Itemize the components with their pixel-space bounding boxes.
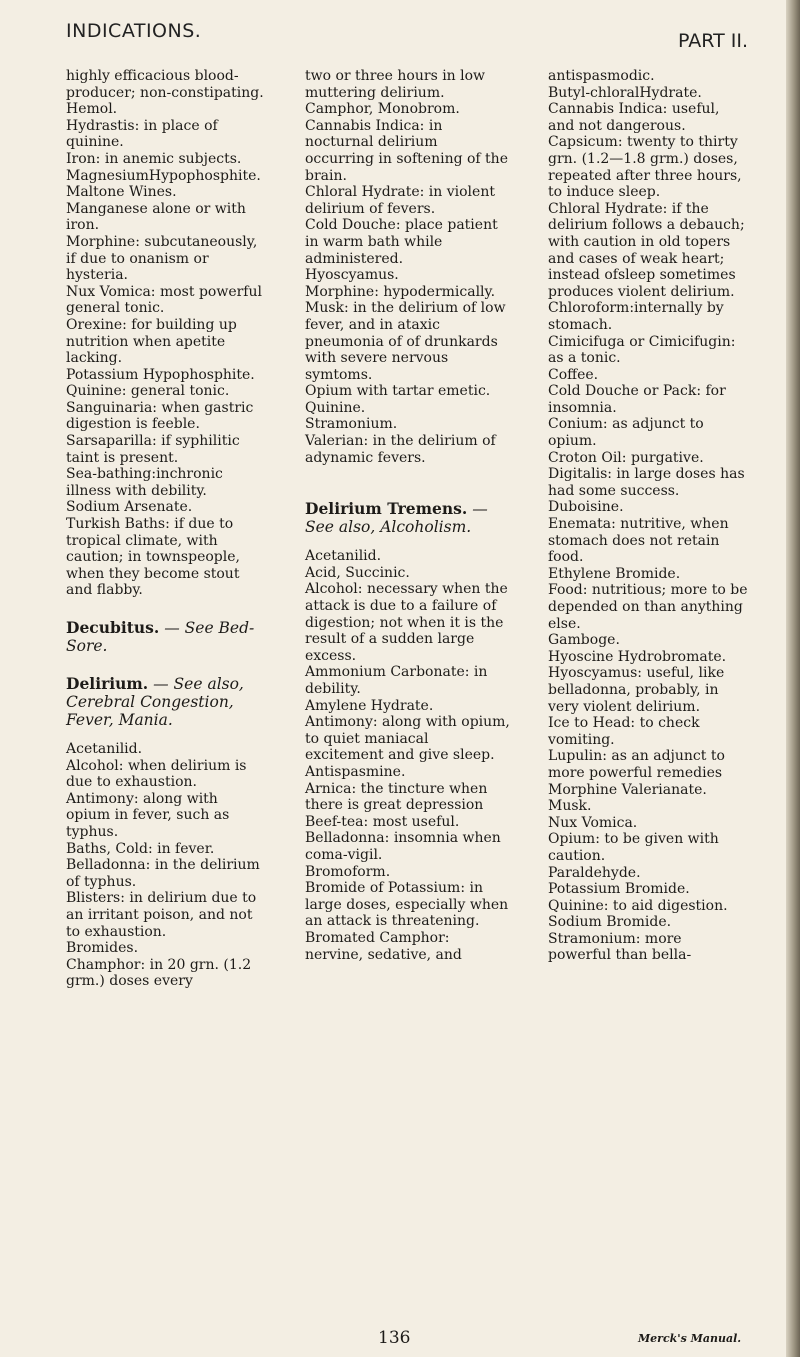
running-head-left: INDICATIONS. xyxy=(66,20,202,42)
index-entry: two or three hours in low muttering delirium. xyxy=(305,68,486,101)
index-entry: Quinine. xyxy=(305,399,366,416)
index-entry: Manganese alone or with iron. xyxy=(66,200,246,234)
index-entry: Digitalis: in large doses has had some success. xyxy=(548,466,745,499)
index-entry: Hemol. xyxy=(66,101,118,118)
heading-see-also: — See also, Alcoholism. xyxy=(305,500,488,537)
index-entry: Nux Vomica. xyxy=(548,814,638,831)
footer-credit: Merck's Manual. xyxy=(638,1332,742,1345)
index-entry: Croton Oil: purgative. xyxy=(548,449,704,466)
index-entry: Opium: to be given with caution. xyxy=(548,831,719,864)
index-entry: Turkish Baths: if due to tropical climate, with caution; in townspeople, when they become stout and flabby. xyxy=(66,516,240,599)
index-entry: Sodium Bromide. xyxy=(548,914,672,931)
column-3 xyxy=(548,68,748,964)
index-entry: Beef-tea: most useful. xyxy=(305,813,460,830)
index-entry: Camphor, Monobrom. xyxy=(305,101,460,118)
index-entry: Belladonna: insomnia when coma-vigil. xyxy=(305,830,501,863)
index-entry: Opium with tartar emetic. xyxy=(305,383,491,400)
index-entry: Arnica: the tincture when there is great depression xyxy=(305,780,488,814)
column-1 xyxy=(66,68,266,990)
col1-entries-b xyxy=(66,741,266,990)
index-entry: Chloroform:internally by stomach. xyxy=(548,300,724,333)
heading-delirium-tremens xyxy=(305,500,510,536)
index-entry: highly efficacious blood-producer; non-constipating. xyxy=(66,68,264,101)
index-entry: Nux Vomica: most powerful general tonic. xyxy=(66,283,262,317)
index-entry: Morphine: hypodermically. xyxy=(305,283,496,300)
index-entry: Conium: as adjunct to opium. xyxy=(548,416,704,450)
index-entry: Ice to Head: to check vomiting. xyxy=(548,715,700,748)
index-entry: Amylene Hydrate. xyxy=(305,697,434,714)
index-entry: Food: nutritious; more to be depended on than anything else. xyxy=(548,582,748,632)
index-entry: Acid, Succinic. xyxy=(305,564,410,581)
index-entry: Antimony: along with opium, to quiet maniacal excitement and give sleep. xyxy=(305,714,510,764)
index-entry: Hyoscyamus. xyxy=(305,267,399,284)
index-entry: Lupulin: as an adjunct to more powerful remedies xyxy=(548,748,725,781)
heading-see-also: — See Bed-Sore. xyxy=(66,619,255,655)
index-entry: Bromide of Potassium: in large doses, especially when an attack is threatening. xyxy=(305,880,509,930)
page-number: 136 xyxy=(378,1328,411,1348)
column-2 xyxy=(305,68,510,963)
index-entry: Capsicum: twenty to thirty grn. (1.2—1.8 grm.) doses, repeated after three hours, to induce sleep. xyxy=(548,134,742,201)
index-entry: Cannabis Indica: useful, and not dangerous. xyxy=(548,101,720,134)
index-entry: Acetanilid. xyxy=(305,548,382,565)
col3-entries xyxy=(548,68,748,964)
index-entry: MagnesiumHypophosphite. xyxy=(66,167,261,184)
index-entry: Antimony: along with opium in fever, such as typhus. xyxy=(66,790,230,840)
index-entry: Morphine: subcutaneously, if due to onanism or hysteria. xyxy=(66,233,258,284)
heading-delirium xyxy=(66,675,266,729)
heading-title: Delirium. xyxy=(66,674,149,693)
index-entry: Quinine: general tonic. xyxy=(66,383,230,400)
heading-see-also: — See also, Cerebral Congestion, Fever, Mania. xyxy=(66,675,244,729)
index-entry: Stramonium. xyxy=(305,416,398,433)
running-head-right: PART II. xyxy=(678,30,748,52)
index-entry: Chloral Hydrate: in violent delirium of fevers. xyxy=(305,184,495,217)
index-entry: Potassium Hypophosphite. xyxy=(66,366,255,383)
index-entry: Cold Douche or Pack: for insomnia. xyxy=(548,383,726,416)
index-entry: Cimicifuga or Cimicifugin: as a tonic. xyxy=(548,333,736,367)
col2-entries-b xyxy=(305,548,510,963)
index-entry: Butyl-chloralHydrate. xyxy=(548,84,702,101)
index-entry: Blisters: in delirium due to an irritant poison, and not to exhaustion. xyxy=(66,890,257,940)
index-entry: Musk: in the delirium of low fever, and in ataxic pneumonia of of drunkards with severe nervous symtoms. xyxy=(305,300,506,383)
index-entry: Sodium Arsenate. xyxy=(66,499,193,516)
col1-entries-a xyxy=(66,68,266,599)
index-entry: Orexine: for building up nutrition when apetite lacking. xyxy=(66,316,237,367)
index-entry: Iron: in anemic subjects. xyxy=(66,150,242,167)
index-entry: Duboisine. xyxy=(548,499,624,516)
index-entry: Acetanilid. xyxy=(66,741,143,757)
index-entry: Bromoform. xyxy=(305,863,391,880)
index-entry: Cannabis Indica: in nocturnal delirium occurring in softening of the brain. xyxy=(305,117,508,184)
index-entry: Valerian: in the delirium of adynamic fevers. xyxy=(305,433,496,466)
index-entry: Musk. xyxy=(548,798,592,815)
index-entry: Coffee. xyxy=(548,366,599,383)
index-entry: Quinine: to aid digestion. xyxy=(548,897,728,914)
index-entry: Sea-bathing:inchronic illness with debility. xyxy=(66,466,223,499)
index-entry: Gamboge. xyxy=(548,632,620,649)
index-entry: Belladonna: in the delirium of typhus. xyxy=(66,857,260,890)
heading-title: Decubitus. xyxy=(66,618,160,637)
index-entry: Chloral Hydrate: if the delirium follows a debauch; with caution in old topers and cases of weak heart; instead ofsleep sometimes produces violent delirium. xyxy=(548,200,745,300)
index-entry: Alcohol: necessary when the attack is due to a failure of digestion; not when it is the result of a sudden large excess. xyxy=(305,581,508,664)
index-entry: Potassium Bromide. xyxy=(548,881,690,898)
index-entry: Champhor: in 20 grn. (1.2 grm.) doses every xyxy=(66,956,252,990)
index-entry: Cold Douche: place patient in warm bath while administered. xyxy=(305,217,498,267)
heading-title: Delirium Tremens. xyxy=(305,499,468,519)
index-entry: Bromides. xyxy=(66,940,139,957)
index-entry: Alcohol: when delirium is due to exhaustion. xyxy=(66,757,247,791)
index-entry: Enemata: nutritive, when stomach does not retain food. xyxy=(548,516,729,566)
index-entry: Sarsaparilla: if syphilitic taint is present. xyxy=(66,433,240,466)
index-entry: Paraldehyde. xyxy=(548,864,641,881)
index-entry: Morphine Valerianate. xyxy=(548,781,707,798)
heading-decubitus xyxy=(66,619,266,655)
index-entry: Ethylene Bromide. xyxy=(548,565,681,582)
index-entry: Maltone Wines. xyxy=(66,184,177,201)
index-entry: Hyoscyamus: useful, like belladonna, probably, in very violent delirium. xyxy=(548,665,725,715)
index-entry: Stramonium: more powerful than bella- xyxy=(548,930,692,964)
index-entry: Baths, Cold: in fever. xyxy=(66,840,215,857)
index-entry: Hydrastis: in place of quinine. xyxy=(66,117,218,151)
index-entry: Hyoscine Hydrobromate. xyxy=(548,648,727,665)
page-edge-shadow xyxy=(786,0,800,1357)
col2-entries-a xyxy=(305,68,510,466)
index-entry: Antispasmine. xyxy=(305,763,406,780)
index-entry: antispasmodic. xyxy=(548,68,655,84)
index-entry: Bromated Camphor: nervine, sedative, and xyxy=(305,929,462,963)
index-entry: Ammonium Carbonate: in debility. xyxy=(305,664,488,697)
index-entry: Sanguinaria: when gastric digestion is feeble. xyxy=(66,399,254,433)
